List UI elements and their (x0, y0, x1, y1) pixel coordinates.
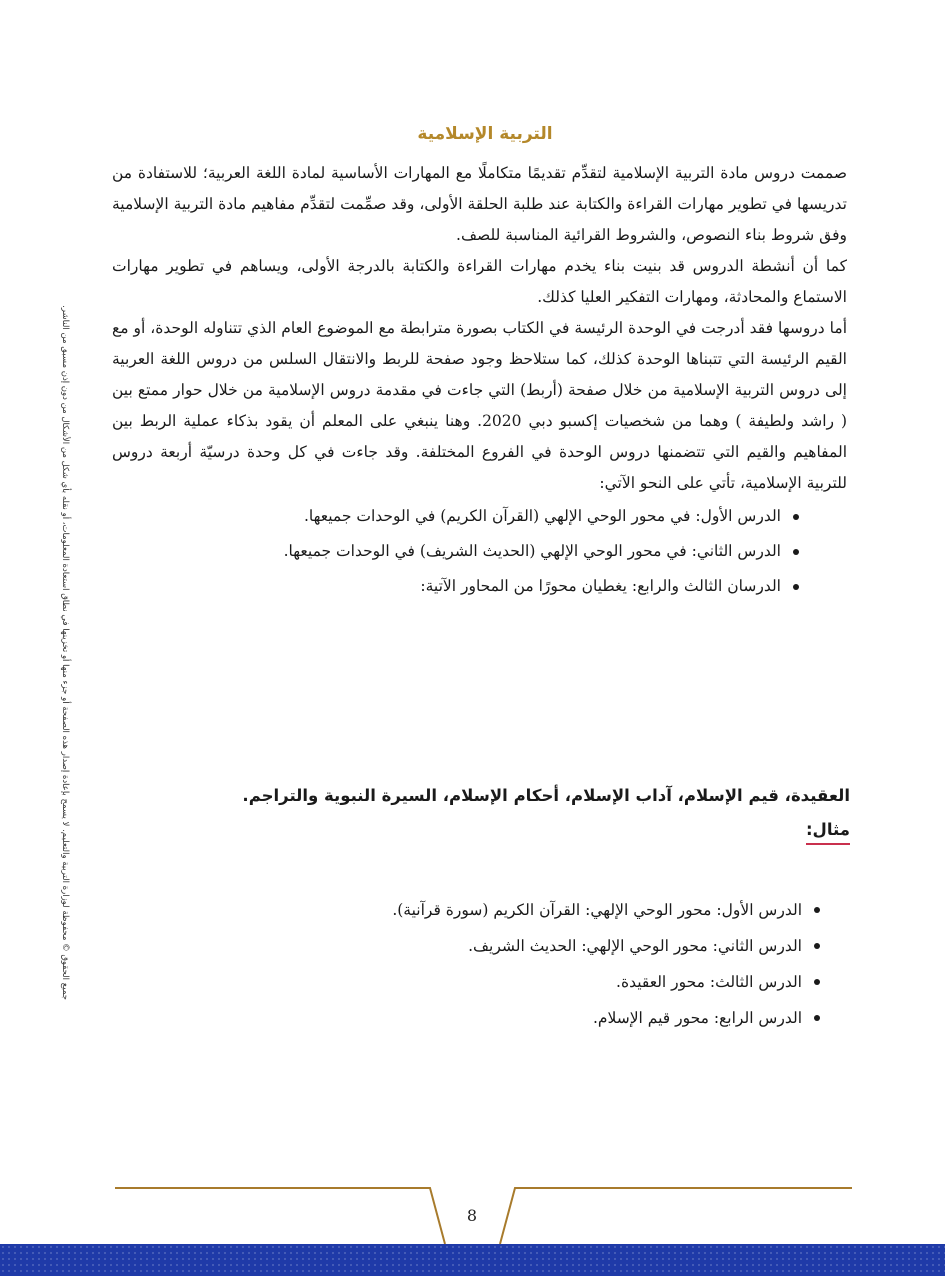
lesson-item-2: الدرس الثاني: في محور الوحي الإلهي (الحديث الشريف) في الوحدات جميعها. (112, 534, 799, 569)
example-item-4: الدرس الرابع: محور قيم الإسلام. (95, 1000, 820, 1036)
lessons-list (112, 499, 847, 604)
example-item-1: الدرس الأول: محور الوحي الإلهي: القرآن الكريم (سورة قرآنية). (95, 892, 820, 928)
lesson-item-1: الدرس الأول: في محور الوحي الإلهي (القرآن الكريم) في الوحدات جميعها. (112, 499, 799, 534)
paragraph-lessons: أما دروسها فقد أدرجت في الوحدة الرئيسة في الكتاب بصورة مترابطة مع الموضوع العام الذي تتناوله الوحدة، أو مع القيم الرئيسة التي تتبناها الوحدة كذلك، كما ستلاحظ وجود صفحة للربط والانتقال السلس من دروس اللغة العربية إلى دروس التربية الإسلامية من خلال صفحة (أربط) التي جاءت في مقدمة دروس الإسلامية من خلال حوار ممتع بين ( راشد ولطيفة ) وهما من شخصيات إكسبو دبي 2020. وهنا ينبغي على المعلم أن يقود بذكاء عملية الربط بين المفاهيم والقيم التي تتضمنها دروس الوحدة في الفروع المختلفة. وقد جاءت في كل وحدة درسيّة أربعة دروس للتربية الإسلامية، تأتي على النحو الآتي: (112, 319, 847, 492)
page-title: التربية الإسلامية (417, 124, 553, 144)
example-item-3: الدرس الثالث: محور العقيدة. (95, 964, 820, 1000)
page-number: 8 (466, 1206, 478, 1225)
example-list (95, 892, 945, 1036)
topics-heading: العقيدة، قيم الإسلام، آداب الإسلام، أحكام الإسلام، السيرة النبوية والتراجم. (242, 786, 850, 805)
intro-body (112, 158, 847, 604)
paragraph-activities: كما أن أنشطة الدروس قد بنيت بناء يخدم مهارات القراءة والكتابة بالدرجة الأولى، ويساهم في تطوير مهارات الاستماع والمحادثة، ومهارات التفكير العليا كذلك. (112, 257, 847, 306)
example-item-2: الدرس الثاني: محور الوحي الإلهي: الحديث الشريف. (95, 928, 820, 964)
example-section (95, 892, 945, 1036)
footer-band (0, 1244, 945, 1276)
lesson-item-3: الدرسان الثالث والرابع: يغطيان محورًا من المحاور الآتية: (112, 569, 799, 604)
copyright-side-note: جميع الحقوق © محفوظة لوزارة التربية والتعليم. لا يسمح بإعادة إصدار هذه الصفحة أو جزء منها أو تخزينها في نطاق استعادة المعلومات، أو نقله بأي شكل من الأشكال من دون إذن مسبق من الناشر. (60, 305, 70, 1000)
example-label: مثال: (806, 820, 850, 845)
paragraph-design: صممت دروس مادة التربية الإسلامية لتقدِّم تقديمًا متكاملًا مع المهارات الأساسية لمادة اللغة العربية؛ للاستفادة من تدريسها في تطوير مهارات القراءة والكتابة عند طلبة الحلقة الأولى، وقد صمِّمت لتقدِّم مفاهيم مادة التربية الإسلامية وفق شروط بناء النصوص، والشروط القرائية المناسبة للصف. (112, 164, 847, 244)
